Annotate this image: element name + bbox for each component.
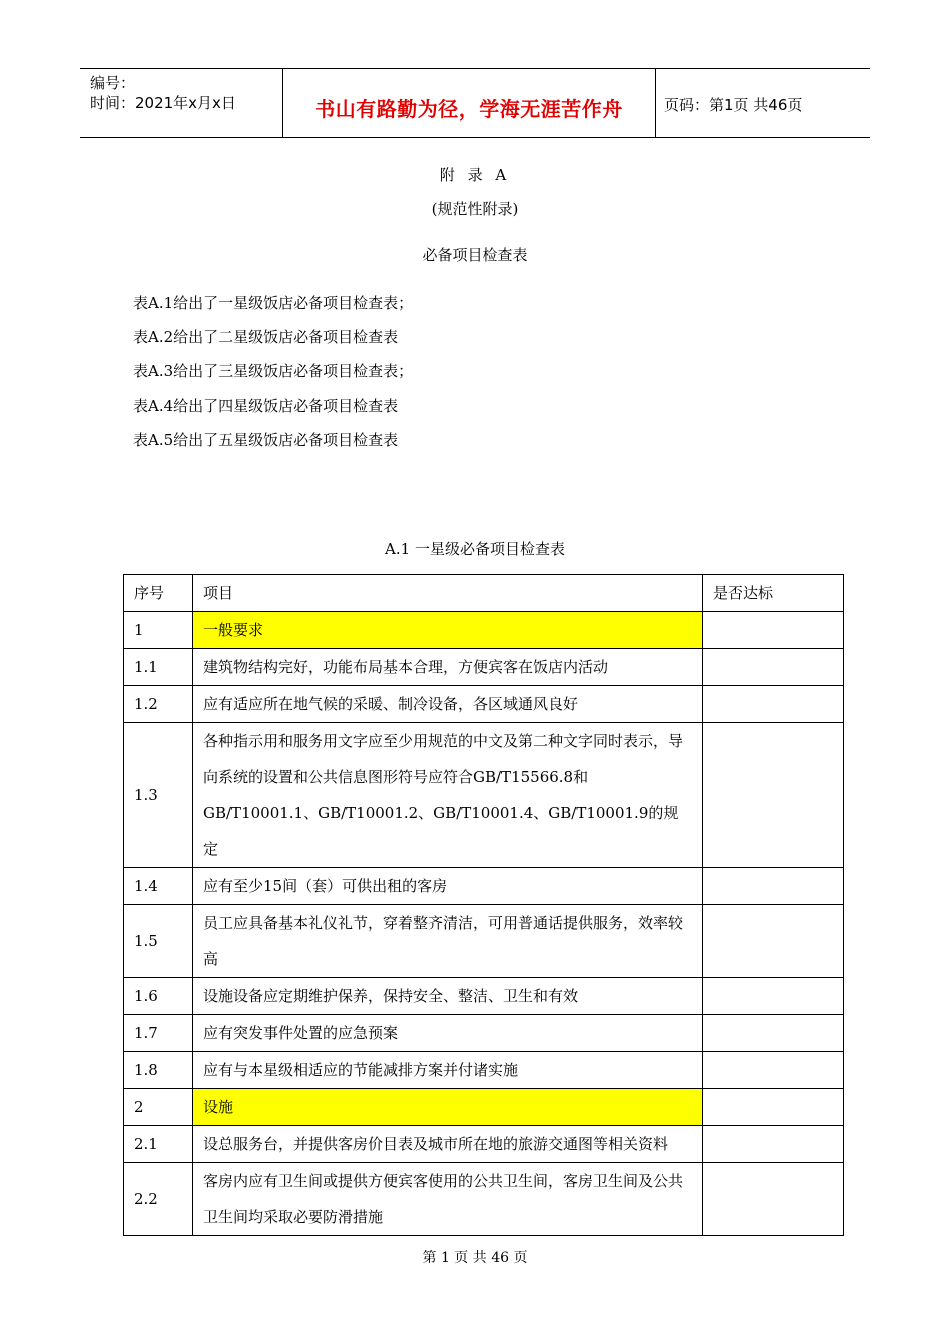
row-status [703, 686, 844, 723]
row-item: 应有适应所在地气候的采暖、制冷设备，各区域通风良好 [193, 686, 703, 723]
row-number: 1 [124, 612, 193, 649]
row-status [703, 1015, 844, 1052]
intro-line: 表A.1给出了一星级饭店必备项目检查表； [133, 294, 414, 312]
appendix-title: 附 录 A [439, 166, 511, 184]
intro-line: 表A.2给出了二星级饭店必备项目检查表 [133, 328, 399, 346]
checklist-title: 必备项目检查表 [422, 246, 528, 264]
row-number: 1.2 [124, 686, 193, 723]
row-number: 1.7 [124, 1015, 193, 1052]
row-number: 1.6 [124, 978, 193, 1015]
table-row [124, 1089, 844, 1126]
row-status [703, 723, 844, 868]
row-item: 设施设备应定期维护保养，保持安全、整洁、卫生和有效 [193, 978, 703, 1015]
row-status [703, 868, 844, 905]
intro-line: 表A.5给出了五星级饭店必备项目检查表 [133, 431, 399, 449]
row-item: 设总服务台，并提供客房价目表及城市所在地的旅游交通图等相关资料 [193, 1126, 703, 1163]
page-header [80, 68, 870, 138]
row-status [703, 905, 844, 978]
row-item: 应有突发事件处置的应急预案 [193, 1015, 703, 1052]
row-item: 应有至少15间（套）可供出租的客房 [193, 868, 703, 905]
table-header-row [124, 575, 844, 612]
appendix-subtitle: (规范性附录) [431, 200, 519, 218]
table-row [124, 905, 844, 978]
row-status [703, 978, 844, 1015]
row-number: 2.2 [124, 1163, 193, 1236]
row-status [703, 1126, 844, 1163]
table-row [124, 868, 844, 905]
row-item: 建筑物结构完好，功能布局基本合理，方便宾客在饭店内活动 [193, 649, 703, 686]
intro-line: 表A.3给出了三星级饭店必备项目检查表； [133, 362, 414, 380]
row-number: 2 [124, 1089, 193, 1126]
row-status [703, 1052, 844, 1089]
table-row [124, 1126, 844, 1163]
row-item: 员工应具备基本礼仪礼节，穿着整齐清洁，可用普通话提供服务，效率较高 [193, 905, 703, 978]
intro-line: 表A.4给出了四星级饭店必备项目检查表 [133, 397, 399, 415]
row-number: 1.1 [124, 649, 193, 686]
table-row [124, 978, 844, 1015]
header-cell-item: 项目 [193, 575, 703, 612]
header-meta-cell [80, 69, 282, 137]
section-heading: 一般要求 [193, 612, 703, 649]
table-row [124, 612, 844, 649]
table-row [124, 649, 844, 686]
row-number: 1.4 [124, 868, 193, 905]
row-status [703, 1163, 844, 1236]
table-row [124, 1052, 844, 1089]
row-status [703, 649, 844, 686]
row-number: 1.5 [124, 905, 193, 978]
row-number: 2.1 [124, 1126, 193, 1163]
row-item: 应有与本星级相适应的节能减排方案并付诸实施 [193, 1052, 703, 1089]
doc-code-label: 编号： [90, 74, 136, 92]
header-motto: 书山有路勤为径，学海无涯苦作舟 [315, 97, 623, 121]
table-row [124, 723, 844, 868]
header-page-cell [656, 69, 870, 137]
doc-time-label: 时间：2021年x月x日 [90, 94, 236, 112]
section-heading: 设施 [193, 1089, 703, 1126]
row-number: 1.3 [124, 723, 193, 868]
table-row [124, 686, 844, 723]
header-page-number: 页码：第1页 共46页 [664, 96, 803, 114]
table-row [124, 1163, 844, 1236]
row-status [703, 612, 844, 649]
table-caption: A.1 一星级必备项目检查表 [385, 540, 565, 558]
row-item: 客房内应有卫生间或提供方便宾客使用的公共卫生间，客房卫生间及公共卫生间均采取必要防滑措施 [193, 1163, 703, 1236]
row-item: 各种指示用和服务用文字应至少用规范的中文及第二种文字同时表示，导向系统的设置和公共信息图形符号应符合GB/T15566.8和GB/T10001.1、GB/T10001.2、GB/T10001.4、GB/T10001.9的规定 [193, 723, 703, 868]
row-status [703, 1089, 844, 1126]
checklist-table [123, 574, 844, 1236]
row-number: 1.8 [124, 1052, 193, 1089]
table-row [124, 1015, 844, 1052]
page-footer: 第 1 页 共 46 页 [422, 1250, 528, 1266]
header-motto-cell [282, 69, 656, 137]
header-cell-no: 序号 [124, 575, 193, 612]
header-cell-ok: 是否达标 [703, 575, 844, 612]
